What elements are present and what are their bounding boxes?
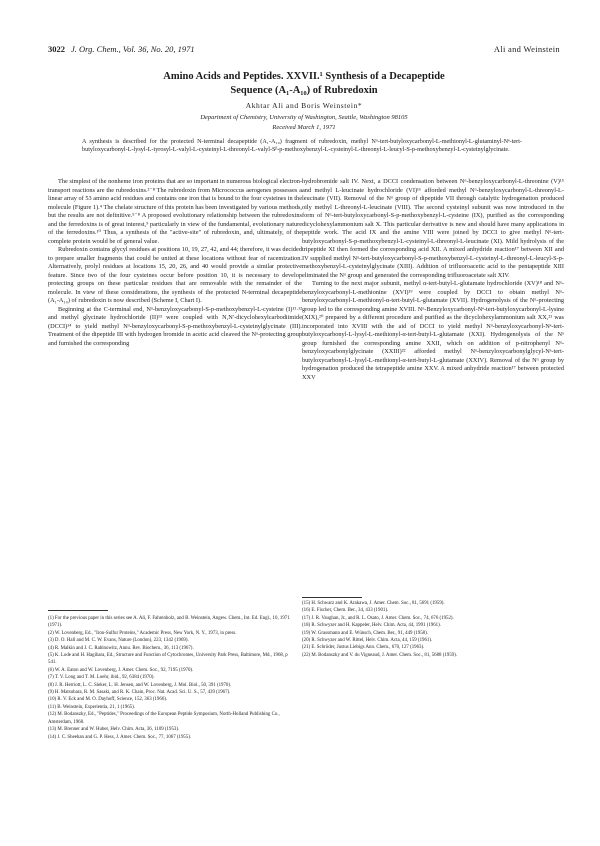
article-title-line-2: Sequence (A₁-A₁₀) of Rubredoxin	[230, 85, 378, 96]
footnotes-right	[302, 600, 564, 659]
footnote: (10) R. V. Eck and M. O. Dayhoff, Science, 152, 363 (1966).	[48, 697, 168, 703]
body-column-left	[48, 178, 302, 348]
footnotes-left	[48, 615, 292, 741]
footnote: (20) R. Schwyzer and W. Rittel, Helv. Chim. Acta, 44, 159 (1961).	[302, 638, 433, 644]
footnote-divider	[302, 597, 362, 598]
footnote: (14) J. C. Sheehan and G. P. Hess, J. Amer. Chem. Soc., 77, 1067 (1955).	[48, 734, 192, 740]
footnote: (15) H. Schwarz and K. Arakawa, J. Amer. Chem. Soc., 81, 5691 (1959).	[302, 601, 445, 606]
footnote: (12) M. Bodanszky, Ed., "Peptides," Proceedings of the European Peptide Symposium, North-Holland Publishing Co., Amsterdam, 1968.	[48, 712, 280, 725]
article-title-line-1: Amino Acids and Peptides. XXVII.¹ Synthesis of a Decapeptide	[163, 71, 445, 82]
running-header	[48, 44, 560, 56]
footnote: (8) J. R. Herriott, L. C. Sieker, L. H. Jensen, and W. Lovenberg, J. Mol. Biol., 50, 391 (1970).	[48, 682, 232, 688]
footnote: (22) M. Bodanszky and V. du Vigneaud, J. Amer. Chem. Soc., 81, 5688 (1959).	[302, 652, 457, 658]
paragraph: Turning to the next major subunit, methyl α-tert-butyl-L-glutamate hydrochloride (XV)¹⁸ and Nᵅ-benzyloxycarbonyl-L-methionine (XVI)¹⁹ were coupled by DCCI to obtain methyl Nᵅ-benzyloxycarbonyl-L-methionyl-α-tert-butyl-L-glutamate (XVII). Hydrogenolysis of the Nᵅ-protecting group led to the corresponding amine XVIII. Nᵅ-Benzyloxycarbonyl-Nᵉ-tert-butyloxycarbonyl-L-lysine (XIX),²⁰ prepared by a different procedure and purified as the dicyclohexylammonium salt XX,²¹ was incorporated into XVIII with the aid of DCCI to yield methyl Nᵅ-benzyloxycarbonyl-Nᵉ-tert-butyloxycarbonyl-L-lysyl-L-methionyl-α-tert-butyl-L-glutamate (XXI). Hydrogenolysis of the Nᵅ group furnished the corresponding amine XXII, which on addition of p-nitrophenyl Nᵅ-benzyloxycarbonylglycinate (XXIII)²² afforded methyl Nᵅ-benzyloxycarbonylglycyl-Nᵉ-tert-butyloxycarbonyl-L-lysyl-L-methionyl-α-tert-butyl-L-glutamate (XXIV). Removal of the Nᵅ group by hydrogenation produced the tetrapeptide amine XXV. A mixed anhydride reaction¹⁷ between protected XXV	[302, 280, 564, 381]
paragraph: The simplest of the nonheme iron proteins that are so important in numerous biological electron-transport reactions are the rubredoxins.²⁻⁸ The rubredoxin from Micrococcus aerogenes possesses a linear array of 53 amino acid residues and contains one iron that is bound to the four cysteines in the molecule (Figure 1).⁴ The chelate structure of this protein has been investigated by various methods, but the results are not definitive.⁵⁻⁸ A proposed evolutionary relationship between the rubredoxins and the ferredoxins is of great interest,⁹ particularly in view of the fundamental, evolutionary nature of the ferredoxins.¹⁰ Thus, a synthesis of the "active-site" of rubredoxin, and, ultimately, of the complete protein would be of general value.	[48, 178, 302, 245]
footnote: (3) D. O. Hall and M. C. W. Evans, Nature (London), 223, 1342 (1969).	[48, 638, 189, 644]
article-authors: Akhtar Ali and Boris Weinstein*	[245, 101, 363, 110]
abstract: A synthesis is described for the protected N-terminal decapeptide (A₁-A₁₀) fragment of rubredoxin, methyl Nᵅ-tert-butyloxycarbonyl-L-methionyl-L-glutaminyl-Nᵉ-tert-butyloxycarbonyl-L-lysyl-L-tyrosyl-L-valyl-L-cysteinyl-L-threonyl-L-valyl-Sᵝ-p-methoxybenzyl-L-cysteinyl-L-threonyl-L-leucyl-S-p-methoxybenzyl-L-cysteinylglycinate.	[82, 138, 522, 154]
paragraph: Beginning at the C-terminal end, Nᵅ-benzyloxycarbonyl-S-p-methoxybenzyl-L-cysteine (I)¹¹·¹² and methyl glycinate hydrochloride (II)¹³ were coupled with N,N′-dicyclohexylcarbodiimide (DCCI)¹⁴ to yield methyl Nᵅ-benzyloxycarbonyl-S-p-methoxybenzyl-L-cysteinylglycinate (III). Treatment of the dipeptide III with hydrogen bromide in acetic acid cleaved the Nᵅ-protecting group and furnished the corresponding	[48, 305, 302, 347]
footnote-divider	[48, 610, 108, 611]
footnote: (11) B. Weinstein, Experientia, 21, 1 (1965).	[48, 704, 135, 710]
affiliation: Department of Chemistry, University of Washington, Seattle, Washington 98105	[200, 114, 408, 121]
body-column-right	[302, 178, 564, 382]
journal-citation: J. Org. Chem., Vol. 36, No. 20, 1971	[71, 44, 195, 54]
footnote: (2) W. Lovenberg, Ed., "Iron-Sulfur Proteins," Academic Press, New York, N. Y., 1973, in press.	[48, 630, 237, 636]
footnote: (5) K. Lode and H. Hagihara, Ed., Structure and Function of Cytochromes, University Park Press, Baltimore, Md., 1968, p 541.	[48, 653, 288, 666]
received-date: Received March 1, 1971	[272, 124, 336, 131]
footnote: (21) E. Schröder, Justus Liebigs Ann. Chem., 670, 127 (1963).	[302, 645, 425, 651]
footnote: (9) H. Matsubara, R. M. Sasaki, and R. K. Chain, Proc. Nat. Acad. Sci. U. S., 57, 439 (1967).	[48, 690, 231, 696]
footnote: (13) M. Brenner and W. Huber, Helv. Chim. Acta, 36, 1109 (1953).	[48, 727, 180, 733]
paragraph: hydrobromide salt IV. Next, a DCCI condensation between Nᵅ-benzyloxycarbonyl-L-threonine (V)¹⁵ and methyl L-leucinate hydrochloride (VI)¹⁶ afforded methyl Nᵅ-benzyloxycarbonyl-L-threonyl-L-leucinate (VII). Removal of the Nᵅ group of dipeptide VII through catalytic hydrogenation produced oily methyl L-threonyl-L-leucinate (VIII). The second cysteinyl subunit was now introduced in the form of Nᵅ-tert-butyloxycarbonyl-S-p-methoxybenzyl-L-cysteine (IX), purified as the corresponding dicyclohexylammonium salt X. This particular derivative is new and should have many applications in peptide work. The acid IX and the amine VIII were joined by DCCI to give methyl Nᵅ-tert-butyloxycarbonyl-S-p-methoxybenzyl-L-cysteinyl-L-threonyl-L-leucinate (XI). Mild hydrolysis of the tripeptide XI then formed the corresponding acid XII. A mixed anhydride reaction¹⁷ between XII and IV supplied methyl Nᵅ-tert-butyloxycarbonyl-S-p-methoxybenzyl-L-cysteinyl-L-threonyl-L-leucyl-S-p-methoxybenzyl-L-cysteinylglycinate (XIII). Addition of trifluoroacetic acid to the pentapeptide XIII eliminated the Nᵅ group and generated the corresponding trifluoroacetate salt XIV.	[302, 178, 564, 279]
header-left	[48, 44, 195, 54]
footnote: (6) W. A. Eaton and W. Lovenberg, J. Amer. Chem. Soc., 92, 7195 (1970).	[48, 667, 194, 673]
page-number: 3022	[48, 44, 65, 54]
footnote: (18) R. Schwyzer and H. Kappeler, Helv. Chim. Acta, 44, 1991 (1961).	[302, 623, 441, 629]
paragraph: Rubredoxin contains glycyl residues at positions 10, 19, 27, 42, and 44; therefore, it was decided to prepare smaller fragments that could be united at these locations without fear of racemization. Alternatively, prolyl residues at locations 15, 20, 26, and 40 would provide a similar protective feature. Since two of the four cysteines occur before position 10, it is necessary to develop protecting groups on these particular residues that are removable with the remainder of the molecule. In view of these considerations, the synthesis of the protected N-terminal decapeptide (A₁-A₁₀) of rubredoxin is now described (Scheme I, Chart I).	[48, 246, 302, 304]
footnote: (7) T. V. Long and T. M. Loehr, ibid., 92, 6384 (1970).	[48, 675, 155, 681]
footnote: (4) R. Malkin and J. C. Rabinowitz, Annu. Rev. Biochem., 36, 113 (1967).	[48, 645, 194, 651]
footnote: (16) E. Fischer, Chem. Ber., 34, 433 (1901).	[302, 608, 389, 614]
header-authors: Ali and Weinstein	[493, 44, 560, 54]
footnote: (17) J. R. Vaughan, Jr., and R. L. Osato, J. Amer. Chem. Soc., 74, 676 (1952).	[302, 615, 454, 621]
footnote: (19) W. Grassmann and E. Wünsch, Chem. Ber., 91, 449 (1958).	[302, 630, 428, 636]
title-block	[48, 70, 560, 131]
footnote: (1) For the previous paper in this series see A. Ali, F. Fahrenholz, and B. Weinstein, Angew. Chem., Int. Ed. Engl., 10, 1971 (1971).	[48, 616, 290, 629]
